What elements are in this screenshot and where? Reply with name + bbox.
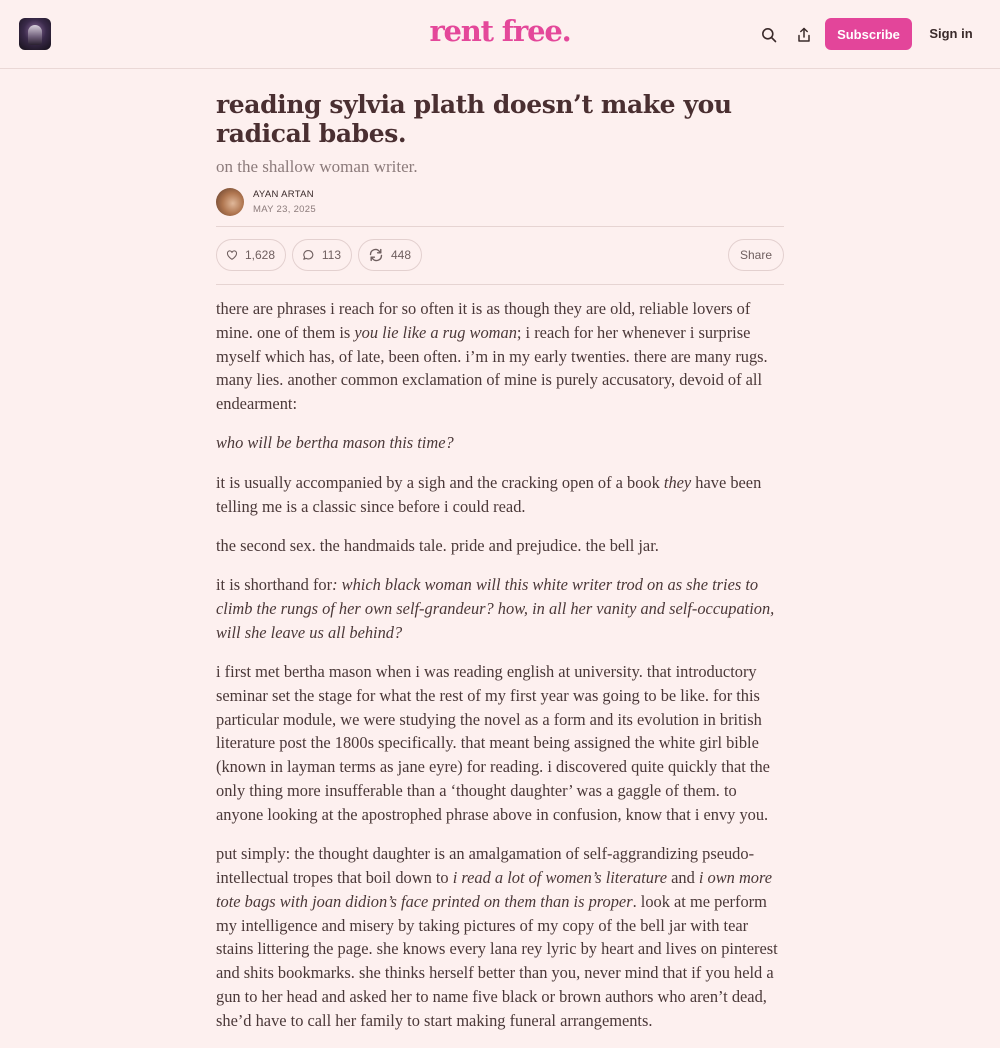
post-body [216,297,784,1033]
comment-count: 113 [321,248,341,262]
paragraph-text: have been telling me is a classic since before i could read. [216,472,762,516]
paragraph-text: it is shorthand for [216,575,333,595]
article [216,90,784,1048]
italic-text: they [663,472,692,492]
share-button[interactable] [728,239,784,271]
search-button[interactable] [758,24,780,46]
italic-text: you lie like a rug woman [354,322,517,342]
post-actions [216,227,784,284]
paragraph-text: the second sex. the handmaids tale. pride and prejudice. the bell jar. [216,535,659,555]
body-paragraph [216,842,784,1032]
restack-count: 448 [390,248,411,262]
paragraph-text: it is usually accompanied by a sigh and the cracking open of a book [216,472,664,492]
italic-text: who will be bertha mason this time? [216,433,454,453]
comment-button[interactable] [292,239,352,271]
body-paragraph [216,660,784,827]
publication-logo[interactable] [19,18,51,50]
top-bar [0,0,1000,69]
post-title: reading sylvia plath doesn’t make you radical babes. [216,90,732,148]
paragraph-text: and [667,867,699,887]
search-icon [761,27,777,43]
heart-icon [226,247,238,263]
italic-text: i own more tote bags with joan didion’s face printed on them than is proper [216,867,773,911]
body-paragraph [216,297,784,416]
paragraph-text: ; i reach for her whenever i surprise myself which has, of late, been often. i’m in my early twenties. there are many rugs. many lies. another common exclamation of mine is purely accusatory, devoid of all endearment: [216,322,768,414]
subscribe-button[interactable]: Subscribe [825,18,912,50]
sign-in-link[interactable]: Sign in [929,26,973,41]
body-paragraph [216,471,784,519]
author-avatar[interactable] [216,188,244,216]
comment-icon [302,247,315,263]
paragraph-text: there are phrases i reach for so often it is as though they are old, reliable lovers of mine. one of them is [216,299,751,342]
italic-text: i read a lot of women’s literature [452,867,668,887]
paragraph-text: . look at me perform my intelligence and misery by taking pictures of my copy of the bell jar with tear stains littering the page. she knows every lana rey lyric by heart and lives on pinterest and shits bookmarks. she thinks herself better than you, never mind that if you held a gun to her head and asked her to name five black or brown authors who aren’t dead, she’d have to call her family to start making funeral arrangements. [216,891,778,1030]
share-label: Share [739,248,773,262]
like-count: 1,628 [244,248,275,262]
body-paragraph [216,431,784,455]
post-subtitle: on the shallow woman writer. [216,157,418,176]
share-top-button[interactable] [793,24,815,46]
body-paragraph [216,534,784,558]
byline [216,186,784,226]
share-icon [796,27,812,43]
like-button[interactable] [216,239,286,271]
italic-text: : which black woman will this white writer trod on as she tries to climb the rungs of her own self-grandeur? how, in all her vanity and self-occupation, will she leave us all behind? [216,575,775,642]
body-paragraph [216,573,784,644]
paragraph-text: put simply: the thought daughter is an amalgamation of self-aggrandizing pseudo-intellectual tropes that boil down to [216,844,755,887]
author-name[interactable]: AYAN ARTAN [253,189,314,200]
divider [216,284,784,285]
restack-button[interactable] [358,239,422,271]
paragraph-text: i first met bertha mason when i was reading english at university. that introductory seminar set the stage for what the rest of my first year was going to be like. for this particular module, we were studying the novel as a form and its evolution in british literature post the 1800s specifically. that meant being assigned the white girl bible (known in layman terms as jane eyre) for reading. i discovered quite quickly that the only thing more insufferable than a ‘thought daughter’ was a gaggle of them. to anyone looking at the apostrophed phrase above in confusion, know that i envy you. [216,662,770,824]
restack-icon [368,247,384,263]
publication-logo-figure [28,25,42,45]
publication-wordmark[interactable]: rent free. [429,14,571,48]
post-date: MAY 23, 2025 [253,204,316,215]
